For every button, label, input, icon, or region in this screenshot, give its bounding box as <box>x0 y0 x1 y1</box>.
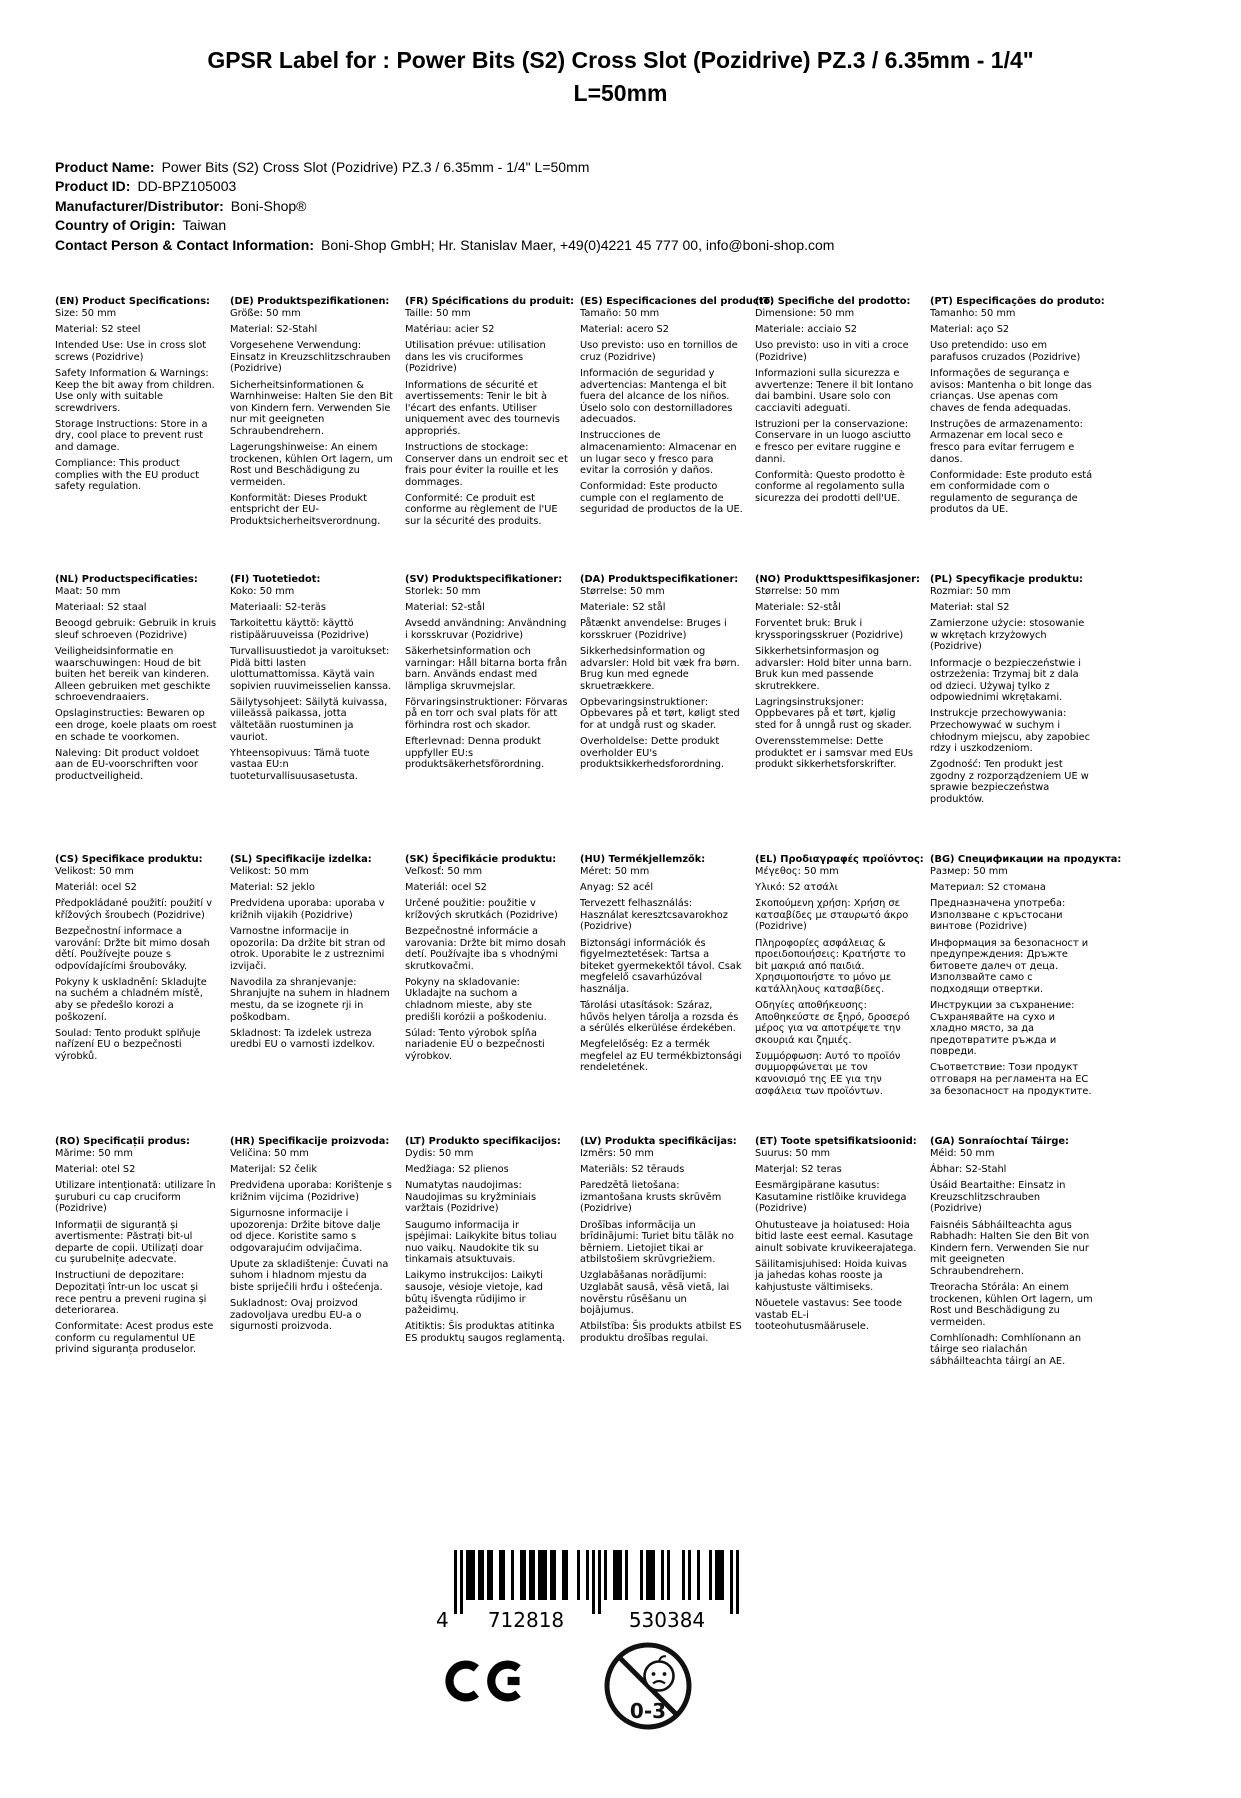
spec-paragraph: Instructiuni de depozitare: Depozitați într-un loc uscat și rece pentru a preveni rugina și deteriorarea. <box>55 1270 207 1317</box>
spec-heading: (PL) Specyfikacje produktu: <box>930 574 1083 586</box>
spec-heading: (LT) Produkto specifikacijos: <box>405 1136 561 1148</box>
spec-heading: (RO) Specificații produs: <box>55 1136 190 1148</box>
spec-body <box>405 586 568 771</box>
spec-body <box>405 866 568 1062</box>
spec-paragraph: Avsedd användning: Användning i korsskruvar (Pozidrive) <box>405 618 567 641</box>
spec-paragraph: Conformidade: Este produto está em conformidade com o regulamento de segurança de produtos da UE. <box>930 469 1093 516</box>
spec-paragraph: Instrukcje przechowywania: Przechowywać w suchym i chłodnym miejscu, aby zapobiec rdzy i uszkodzeniom. <box>930 708 1091 755</box>
spec-paragraph: Predviđena uporaba: Korištenje s križnim vijcima (Pozidrive) <box>230 1180 392 1203</box>
spec-paragraph: Uzglabāšanas norādījumi: Uzglabāt sausā, vēsā vietā, lai novērstu rūsēšanu un bojājumus. <box>580 1270 730 1317</box>
spec-paragraph: Påtænkt anvendelse: Bruges i korsskruer (Pozidrive) <box>580 618 727 641</box>
spec-paragraph: Beoogd gebruik: Gebruik in kruis sleuf schroeven (Pozidrive) <box>55 618 217 641</box>
spec-paragraph: Съответствие: Този продукт отговаря на регламента на ЕС за безопасност на продуктите. <box>930 1062 1092 1097</box>
spec-heading: (DE) Produktspezifikationen: <box>230 296 390 308</box>
ce-mark-icon <box>442 1654 530 1712</box>
spec-body <box>55 866 218 1062</box>
product-info-row <box>55 216 1241 235</box>
spec-body <box>930 308 1093 516</box>
spec-heading: (NL) Productspecificaties: <box>55 574 198 586</box>
spec-paragraph: Pokyny k uskladnění: Skladujte na suchém a chladném místě, aby se předešlo korozi a poškození. <box>55 976 207 1023</box>
spec-paragraph: Veličina: 50 mm <box>230 1148 309 1160</box>
product-info-value: Boni-Shop® <box>230 197 307 214</box>
spec-heading: (PT) Especificações do produto: <box>930 296 1105 308</box>
spec-block-es <box>580 295 775 573</box>
spec-paragraph: Material: S2 steel <box>55 324 141 336</box>
spec-paragraph: Numatytas naudojimas: Naudojimas su kryžminiais varžtais (Pozidrive) <box>405 1180 537 1215</box>
spec-paragraph: Intended Use: Use in cross slot screws (Pozidrive) <box>55 340 207 363</box>
spec-heading: (EL) Προδιαγραφές προϊόντος: <box>755 854 924 866</box>
spec-paragraph: Velikost: 50 mm <box>55 866 134 878</box>
product-info-row <box>55 236 1241 255</box>
spec-paragraph: Material: otel S2 <box>55 1164 136 1176</box>
spec-paragraph: Materiał: stal S2 <box>930 602 1010 614</box>
spec-body <box>755 1148 918 1333</box>
spec-paragraph: Medžiaga: S2 plienos <box>405 1164 509 1176</box>
product-info-label: Country of Origin: <box>55 217 176 234</box>
spec-paragraph: Material: acero S2 <box>580 324 670 336</box>
spec-paragraph: Tamaño: 50 mm <box>580 308 660 320</box>
spec-paragraph: Paredzētā lietošana: izmantošana krusts skrūvēm (Pozidrive) <box>580 1180 722 1215</box>
page-title: GPSR Label for : Power Bits (S2) Cross Slot (Pozidrive) PZ.3 / 6.35mm - 1/4" L=50mm <box>207 47 1034 106</box>
spec-paragraph: Conformità: Questo prodotto è conforme al regolamento sulla sicurezza dei prodotti dell'UE. <box>755 469 905 504</box>
specs-grid <box>55 295 1241 1372</box>
product-info-label: Product Name: <box>55 159 155 175</box>
spec-paragraph: Vorgesehene Verwendung: Einsatz in Kreuzschlitzschrauben (Pozidrive) <box>230 340 391 375</box>
spec-paragraph: Laikymo instrukcijos: Laikyti sausoje, vėsioje vietoje, kad būtų išvengta rūdijimo ir pažeidimų. <box>405 1270 543 1317</box>
ean-barcode-icon <box>428 1550 758 1630</box>
spec-block-sl <box>230 853 405 1135</box>
product-info-value: Taiwan <box>182 217 227 234</box>
spec-body <box>930 866 1093 1097</box>
spec-paragraph: Informations de sécurité et avertissements: Tenir le bit à l'écart des enfants. Utiliser uniquement avec des tournevis appropriés. <box>405 379 560 437</box>
spec-paragraph: Compliance: This product complies with the EU product safety regulation. <box>55 458 200 493</box>
spec-heading: (CS) Specifikace produktu: <box>55 854 203 866</box>
spec-paragraph: Izmērs: 50 mm <box>580 1148 654 1160</box>
spec-body <box>580 1148 743 1344</box>
spec-paragraph: Инструкции за съхранение: Съхранявайте на сухо и хладно място, за да предотвратите ръжда и повреди. <box>930 999 1075 1058</box>
spec-block-no <box>755 573 930 853</box>
age-warning-icon <box>602 1640 694 1736</box>
spec-paragraph: Conformidad: Este producto cumple con el reglamento de seguridad de productos de la UE. <box>580 481 743 516</box>
spec-paragraph: Storlek: 50 mm <box>405 586 481 598</box>
spec-paragraph: Materjal: S2 teras <box>755 1164 842 1176</box>
spec-block-fr <box>405 295 580 573</box>
spec-paragraph: Informații de siguranță și avertismente: Păstrați bit-ul departe de copii. Utilizați doar cu șurubelnițe adecvate. <box>55 1219 204 1266</box>
spec-paragraph: Tarkoitettu käyttö: käyttö ristipääruuveissa (Pozidrive) <box>230 618 369 641</box>
product-info <box>55 158 1241 255</box>
spec-body <box>55 1148 218 1356</box>
spec-block-lv <box>580 1135 755 1372</box>
spec-paragraph: Istruzioni per la conservazione: Conservare in un luogo asciutto e fresco per evitare ruggine e danni. <box>755 418 911 465</box>
spec-heading: (BG) Спецификации на продукта: <box>930 854 1122 866</box>
spec-paragraph: Zamierzone użycie: stosowanie w wkrętach krzyżowych (Pozidrive) <box>930 618 1085 653</box>
spec-heading: (FR) Spécifications du produit: <box>405 296 575 308</box>
spec-paragraph: Informações de segurança e avisos: Mantenha o bit longe das crianças. Use apenas com chaves de fenda adequadas. <box>930 367 1092 414</box>
spec-block-el <box>755 853 930 1135</box>
spec-paragraph: Informacje o bezpieczeństwie i ostrzeżenia: Trzymaj bit z dala od dzieci. Używaj tylko z odpowiednimi wkrętakami. <box>930 657 1081 704</box>
spec-paragraph: Conformitate: Acest produs este conform cu regulamentul UE privind siguranța produselor. <box>55 1321 214 1356</box>
spec-block-sv <box>405 573 580 853</box>
spec-paragraph: Atitiktis: Šis produktas atitinka ES produktų saugos reglamentą. <box>405 1321 566 1344</box>
spec-paragraph: Predvidena uporaba: uporaba v križnih vijakih (Pozidrive) <box>230 898 385 921</box>
product-info-value: Boni-Shop GmbH; Hr. Stanislav Maer, +49(0)4221 45 777 00, info@boni-shop.com <box>321 236 835 253</box>
product-info-label: Manufacturer/Distributor: <box>55 197 224 214</box>
spec-paragraph: Förvaringsinstruktioner: Förvaras på en torr och sval plats för att förhindra rost och skador. <box>405 696 568 731</box>
spec-body <box>580 308 743 516</box>
spec-paragraph: Materiale: S2-stål <box>755 602 841 614</box>
barcode-section <box>428 1550 758 1634</box>
spec-heading: (HR) Specifikacije proizvoda: <box>230 1136 390 1148</box>
spec-paragraph: Megfelelőség: Ez a termék megfelel az EU termékbiztonsági rendeletének. <box>580 1039 742 1074</box>
spec-paragraph: Súlad: Tento výrobok spĺňa nariadenie EÚ o bezpečnosti výrobkov. <box>405 1027 545 1062</box>
spec-paragraph: Atbilstība: Šis produkts atbilst ES produktu drošības regulai. <box>580 1321 742 1344</box>
spec-paragraph: Drošības informācija un brīdinājumi: Turiet bitu tālāk no bērniem. Lietojiet tikai ar atbilstošiem skrūvgriežiem. <box>580 1219 734 1266</box>
product-info-value: DD-BPZ105003 <box>137 178 237 195</box>
spec-paragraph: Určené použitie: použitie v krížových skrutkách (Pozidrive) <box>405 898 558 921</box>
spec-body <box>405 308 568 528</box>
spec-paragraph: Tamanho: 50 mm <box>930 308 1016 320</box>
spec-paragraph: Úsáid Beartaithe: Einsatz in Kreuzschlitzschrauben (Pozidrive) <box>930 1180 1066 1215</box>
spec-heading: (HU) Termékjellemzők: <box>580 854 706 866</box>
spec-paragraph: Utilizare intenționată: utilizare în șuruburi cu cap cruciform (Pozidrive) <box>55 1180 216 1215</box>
spec-heading: (FI) Tuotetiedot: <box>230 574 321 586</box>
spec-paragraph: Материал: S2 стомана <box>930 882 1046 894</box>
spec-paragraph: Storage Instructions: Store in a dry, cool place to prevent rust and damage. <box>55 418 208 453</box>
spec-paragraph: Overensstemmelse: Dette produktet er i samsvar med EUs produkt sikkerhetsforskrifter. <box>755 736 914 771</box>
barcode-digit-system: 4 <box>436 1608 449 1631</box>
spec-paragraph: Méid: 50 mm <box>930 1148 995 1160</box>
spec-body <box>755 866 918 1097</box>
spec-paragraph: Størrelse: 50 mm <box>755 586 840 598</box>
spec-paragraph: Biztonsági információk és figyelmeztetések: Tartsa a biteket gyermekektől távol. Csak megfelelő csavarhúzóval használja. <box>580 937 742 995</box>
spec-body <box>230 866 393 1051</box>
spec-paragraph: Matériau: acier S2 <box>405 324 495 336</box>
barcode-digits-right: 530384 <box>628 1608 706 1631</box>
spec-paragraph: Sicherheitsinformationen & Warnhinweise: Halten Sie den Bit von Kindern fern. Verwenden Sie nur mit geeigneten Schraubendrehern. <box>230 379 393 437</box>
spec-paragraph: Veiligheidsinformatie en waarschuwingen: Houd de bit buiten het bereik van kinderen. Alleen gebruiken met geschikte schroevendraaiers. <box>55 645 211 704</box>
spec-paragraph: Turvallisuustiedot ja varoitukset: Pidä bitti lasten ulottumattomissa. Käytä vain sopivien ruuvimeisselien kanssa. <box>230 645 392 692</box>
spec-paragraph: Säilitamisjuhised: Hoida kuivas ja jahedas kohas rooste ja kahjustuste vältimiseks. <box>755 1258 907 1293</box>
spec-paragraph: Πληροφορίες ασφάλειας & προειδοποιήσεις: Κρατήστε το bit μακριά από παιδιά. Χρησιμοποιήστε το μόνο με κατάλληλους κατσαβίδες. <box>755 937 906 995</box>
spec-paragraph: Rozmiar: 50 mm <box>930 586 1011 598</box>
spec-paragraph: Opslaginstructies: Bewaren op een droge, koele plaats om roest en schade te voorkomen. <box>55 708 217 743</box>
spec-paragraph: Saugumo informacija ir įspėjimai: Laikykite bitus toliau nuo vaikų. Naudokite tik su tinkamais atsuktuvais. <box>405 1219 557 1266</box>
spec-heading: (NO) Produkttspesifikasjoner: <box>755 574 920 586</box>
spec-paragraph: Efterlevnad: Denna produkt uppfyller EU:s produktsäkerhetsförordning. <box>405 736 545 771</box>
spec-paragraph: Safety Information & Warnings: Keep the bit away from children. Use only with suitable screwdrivers. <box>55 367 215 414</box>
spec-body <box>580 586 743 771</box>
spec-block-fi <box>230 573 405 853</box>
spec-paragraph: Información de seguridad y advertencias: Mantenga el bit fuera del alcance de los niños. Úselo solo con destornilladores adecuados. <box>580 367 733 426</box>
spec-paragraph: Instructions de stockage: Conserver dans un endroit sec et frais pour éviter la rouille et les dommages. <box>405 441 568 488</box>
spec-paragraph: Größe: 50 mm <box>230 308 301 320</box>
spec-paragraph: Sukladnost: Ovaj proizvod zadovoljava uredbu EU-a o sigurnosti proizvoda. <box>230 1298 362 1333</box>
spec-body <box>930 1148 1093 1368</box>
spec-body <box>55 308 218 493</box>
spec-body <box>55 586 218 782</box>
spec-block-hu <box>580 853 755 1135</box>
spec-paragraph: Bezpečnostné informácie a varovania: Držte bit mimo dosah detí. Používajte iba s vhodnými skrutkovačmi. <box>405 925 566 972</box>
spec-paragraph: Σκοπούμενη χρήση: Χρήση σε κατσαβίδες με σταυρωτό άκρο (Pozidrive) <box>755 898 909 933</box>
spec-paragraph: Naleving: Dit product voldoet aan de EU-voorschriften voor productveiligheid. <box>55 747 200 782</box>
spec-block-sk <box>405 853 580 1135</box>
spec-paragraph: Material: S2-stål <box>405 602 485 614</box>
spec-block-en <box>55 295 230 573</box>
product-info-label: Contact Person & Contact Information: <box>55 236 315 253</box>
spec-block-pl <box>930 573 1105 853</box>
compliance-symbols <box>442 1640 1241 1736</box>
spec-block-cs <box>55 853 230 1135</box>
spec-paragraph: Υλικό: S2 ατσάλι <box>755 882 838 894</box>
spec-heading: (SV) Produktspecifikationer: <box>405 574 563 586</box>
spec-paragraph: Størrelse: 50 mm <box>580 586 665 598</box>
spec-paragraph: Tervezett felhasználás: Használat keresztcsavarokhoz (Pozidrive) <box>580 898 728 933</box>
spec-heading: (DA) Produktspecifikationer: <box>580 574 739 586</box>
spec-paragraph: Taille: 50 mm <box>405 308 471 320</box>
spec-block-et <box>755 1135 930 1372</box>
spec-paragraph: Koko: 50 mm <box>230 586 295 598</box>
spec-paragraph: Suurus: 50 mm <box>755 1148 831 1160</box>
spec-paragraph: Velikost: 50 mm <box>230 866 309 878</box>
spec-paragraph: Anyag: S2 acél <box>580 882 654 894</box>
spec-paragraph: Materiale: acciaio S2 <box>755 324 858 336</box>
spec-heading: (GA) Sonraíochtaí Táirge: <box>930 1136 1069 1148</box>
spec-heading: (LV) Produkta specifikācijas: <box>580 1136 737 1148</box>
spec-paragraph: Conformité: Ce produit est conforme au règlement de l'UE sur la sécurité des produits. <box>405 492 558 528</box>
spec-paragraph: Предназначена употреба: Използване с кръстосани винтове (Pozidrive) <box>930 898 1066 933</box>
spec-body <box>230 586 393 782</box>
spec-paragraph: Bezpečnostní informace a varování: Držte bit mimo dosah dětí. Používejte pouze s odpovídajícími šroubováky. <box>55 925 210 972</box>
product-info-label: Product ID: <box>55 178 131 195</box>
spec-paragraph: Pokyny na skladovanie: Ukladajte na suchom a chladnom mieste, aby ste predišli korózii a poškodeniu. <box>405 976 547 1023</box>
spec-paragraph: Konformität: Dieses Produkt entspricht der EU-Produktsicherheitsverordnung. <box>230 492 381 528</box>
spec-paragraph: Μέγεθος: 50 mm <box>755 866 839 878</box>
spec-paragraph: Eesmärgipärane kasutus: Kasutamine ristlõike kruvidega (Pozidrive) <box>755 1180 907 1215</box>
spec-heading: (SK) Špecifikácie produktu: <box>405 854 557 866</box>
spec-paragraph: Utilisation prévue: utilisation dans les vis cruciformes (Pozidrive) <box>405 340 546 375</box>
spec-paragraph: Informazioni sulla sicurezza e avvertenze: Tenere il bit lontano dai bambini. Usare solo con cacciaviti adeguati. <box>755 367 914 414</box>
spec-paragraph: Instruções de armazenamento: Armazenar em local seco e fresco para evitar ferrugem e danos. <box>930 418 1083 465</box>
spec-block-da <box>580 573 755 853</box>
spec-paragraph: Material: aço S2 <box>930 324 1010 336</box>
spec-paragraph: Dydis: 50 mm <box>405 1148 474 1160</box>
spec-paragraph: Συμμόρφωση: Αυτό το προϊόν συμμορφώνεται με τον κανονισμό της ΕΕ για την ασφάλεια των προϊόντων. <box>755 1050 901 1097</box>
spec-heading: (EN) Product Specifications: <box>55 296 210 308</box>
spec-paragraph: Yhteensopivuus: Tämä tuote vastaa EU:n tuoteturvallisuusasetusta. <box>230 747 370 782</box>
spec-paragraph: Zgodność: Ten produkt jest zgodny z rozporządzeniem UE w sprawie bezpieczeństwa produktów. <box>930 759 1089 806</box>
spec-paragraph: Οδηγίες αποθήκευσης: Αποθηκεύστε σε ξηρό, δροσερό μέρος για να αποτρέψετε την σκουριά και ζημιές. <box>755 999 910 1046</box>
spec-block-hr <box>230 1135 405 1372</box>
spec-paragraph: Size: 50 mm <box>55 308 117 320</box>
product-info-row <box>55 197 1241 216</box>
spec-body <box>405 1148 568 1344</box>
spec-paragraph: Uso previsto: uso in viti a croce (Pozidrive) <box>755 340 909 363</box>
spec-block-it <box>755 295 930 573</box>
spec-block-ro <box>55 1135 230 1372</box>
spec-paragraph: Treoracha Stórála: An einem trockenen, kühlen Ort lagern, um Rost und Beschädigung zu vermeiden. <box>930 1281 1093 1328</box>
spec-paragraph: Material: S2-Stahl <box>230 324 318 336</box>
spec-body <box>230 1148 393 1333</box>
spec-paragraph: Lagringsinstruksjoner: Oppbevares på et tørt, kjølig sted for å unngå rust og skader. <box>755 696 912 731</box>
spec-block-pt <box>930 295 1105 573</box>
spec-paragraph: Mărime: 50 mm <box>55 1148 133 1160</box>
product-info-row <box>55 158 1241 177</box>
spec-paragraph: Uso previsto: uso en tornillos de cruz (Pozidrive) <box>580 340 738 363</box>
spec-paragraph: Ábhar: S2-Stahl <box>930 1164 1007 1176</box>
spec-paragraph: Předpokládané použití: použití v křížových šroubech (Pozidrive) <box>55 898 213 921</box>
spec-paragraph: Lagerungshinweise: An einem trockenen, kühlen Ort lagern, um Rost und Beschädigung zu vermeiden. <box>230 441 393 488</box>
spec-paragraph: Varnostne informacije in opozorila: Da držite bit stran od otrok. Uporabite le z ustreznimi izvijači. <box>230 925 386 972</box>
spec-paragraph: Forventet bruk: Bruk i kryssporingsskruer (Pozidrive) <box>755 618 904 641</box>
spec-paragraph: Materiāls: S2 tērauds <box>580 1164 685 1176</box>
spec-paragraph: Material: S2 jeklo <box>230 882 315 894</box>
spec-paragraph: Materiale: S2 stål <box>580 602 666 614</box>
spec-paragraph: Opbevaringsinstruktioner: Opbevares på et tørt, køligt sted for at undgå rust og skader. <box>580 696 740 731</box>
spec-paragraph: Sigurnosne informacije i upozorenja: Držite bitove dalje od djece. Koristite samo s odgovarajućim odvijačima. <box>230 1207 381 1254</box>
spec-paragraph: Materiál: ocel S2 <box>55 882 137 894</box>
spec-paragraph: Materiaali: S2-teräs <box>230 602 326 614</box>
spec-paragraph: Méret: 50 mm <box>580 866 650 878</box>
spec-paragraph: Veľkosť: 50 mm <box>405 866 482 878</box>
spec-paragraph: Информация за безопасност и предупреждения: Дръжте битовете далеч от деца. Използвайте само с подходящи отвертки. <box>930 937 1089 995</box>
spec-block-de <box>230 295 405 573</box>
spec-paragraph: Skladnost: Ta izdelek ustreza uredbi EU o varnosti izdelkov. <box>230 1027 375 1051</box>
spec-paragraph: Sikkerhedsinformation og advarsler: Hold bit væk fra børn. Brug kun med egnede skruetrækkere. <box>580 645 740 692</box>
spec-paragraph: Upute za skladištenje: Čuvati na suhom i hladnom mjestu da biste spriječili hrđu i oštećenja. <box>230 1258 389 1293</box>
spec-paragraph: Dimensione: 50 mm <box>755 308 855 320</box>
product-info-row <box>55 177 1241 196</box>
spec-block-ga <box>930 1135 1105 1372</box>
spec-paragraph: Soulad: Tento produkt splňuje nařízení EU o bezpečnosti výrobků. <box>55 1027 201 1062</box>
spec-paragraph: Comhlíonadh: Comhlíonann an táirge seo rialachán sábháilteachta táirgí an AE. <box>930 1332 1082 1368</box>
product-info-value: Power Bits (S2) Cross Slot (Pozidrive) PZ.3 / 6.35mm - 1/4" L=50mm <box>161 159 590 175</box>
spec-paragraph: Размер: 50 mm <box>930 866 1008 878</box>
spec-body <box>755 586 918 771</box>
spec-block-nl <box>55 573 230 853</box>
spec-paragraph: Materijal: S2 čelik <box>230 1164 318 1176</box>
spec-paragraph: Maat: 50 mm <box>55 586 121 598</box>
spec-paragraph: Tárolási utasítások: Száraz, hűvös helyen tárolja a rozsda és a sérülés elkerülése érdekében. <box>580 999 739 1035</box>
spec-paragraph: Ohutusteave ja hoiatused: Hoia bitid laste eest eemal. Kasutage ainult sobivate kruvikeerajatega. <box>755 1219 917 1254</box>
spec-heading: (SL) Specifikacije izdelka: <box>230 854 372 866</box>
spec-paragraph: Instrucciones de almacenamiento: Almacenar en un lugar seco y fresco para evitar la corrosión y daños. <box>580 430 737 477</box>
spec-paragraph: Overholdelse: Dette produkt overholder EU's produktsikkerhedsforordning. <box>580 736 725 771</box>
spec-heading: (ES) Especificaciones del producto: <box>580 296 775 308</box>
spec-paragraph: Navodila za shranjevanje: Shranjujte na suhem in hladnem mestu, da se izognete rji in poškodbam. <box>230 976 390 1023</box>
barcode-digits-left: 712818 <box>487 1608 565 1631</box>
spec-heading: (ET) Toote spetsifikatsioonid: <box>755 1136 917 1148</box>
spec-paragraph: Säilytysohjeet: Säilytä kuivassa, viileässä paikassa, jotta vältetään ruostuminen ja vauriot. <box>230 696 388 743</box>
page <box>0 44 1241 1798</box>
spec-heading: (IT) Specifiche del prodotto: <box>755 296 911 308</box>
spec-body <box>930 586 1093 806</box>
spec-paragraph: Materiaal: S2 staal <box>55 602 147 614</box>
spec-paragraph: Säkerhetsinformation och varningar: Håll bitarna borta från barn. Används endast med lämpliga skruvmejslar. <box>405 645 568 692</box>
spec-paragraph: Sikkerhetsinformasjon og advarsler: Hold biter unna barn. Bruk kun med passende skrutrekkere. <box>755 645 912 692</box>
spec-paragraph: Faisnéis Sábháilteachta agus Rabhadh: Halten Sie den Bit von Kindern fern. Verwenden Sie nur mit geeigneten Schraubendrehern. <box>930 1219 1090 1277</box>
spec-body <box>580 866 743 1074</box>
age-warning-label: 0-3 <box>629 1699 667 1724</box>
spec-paragraph: Uso pretendido: uso em parafusos cruzados (Pozidrive) <box>930 340 1081 363</box>
spec-paragraph: Nõuetele vastavus: See toode vastab EL-i tooteohutusmäärusele. <box>755 1298 903 1333</box>
spec-block-bg <box>930 853 1122 1135</box>
spec-paragraph: Materiál: ocel S2 <box>405 882 487 894</box>
spec-block-lt <box>405 1135 580 1372</box>
spec-body <box>230 308 393 528</box>
spec-body <box>755 308 918 504</box>
